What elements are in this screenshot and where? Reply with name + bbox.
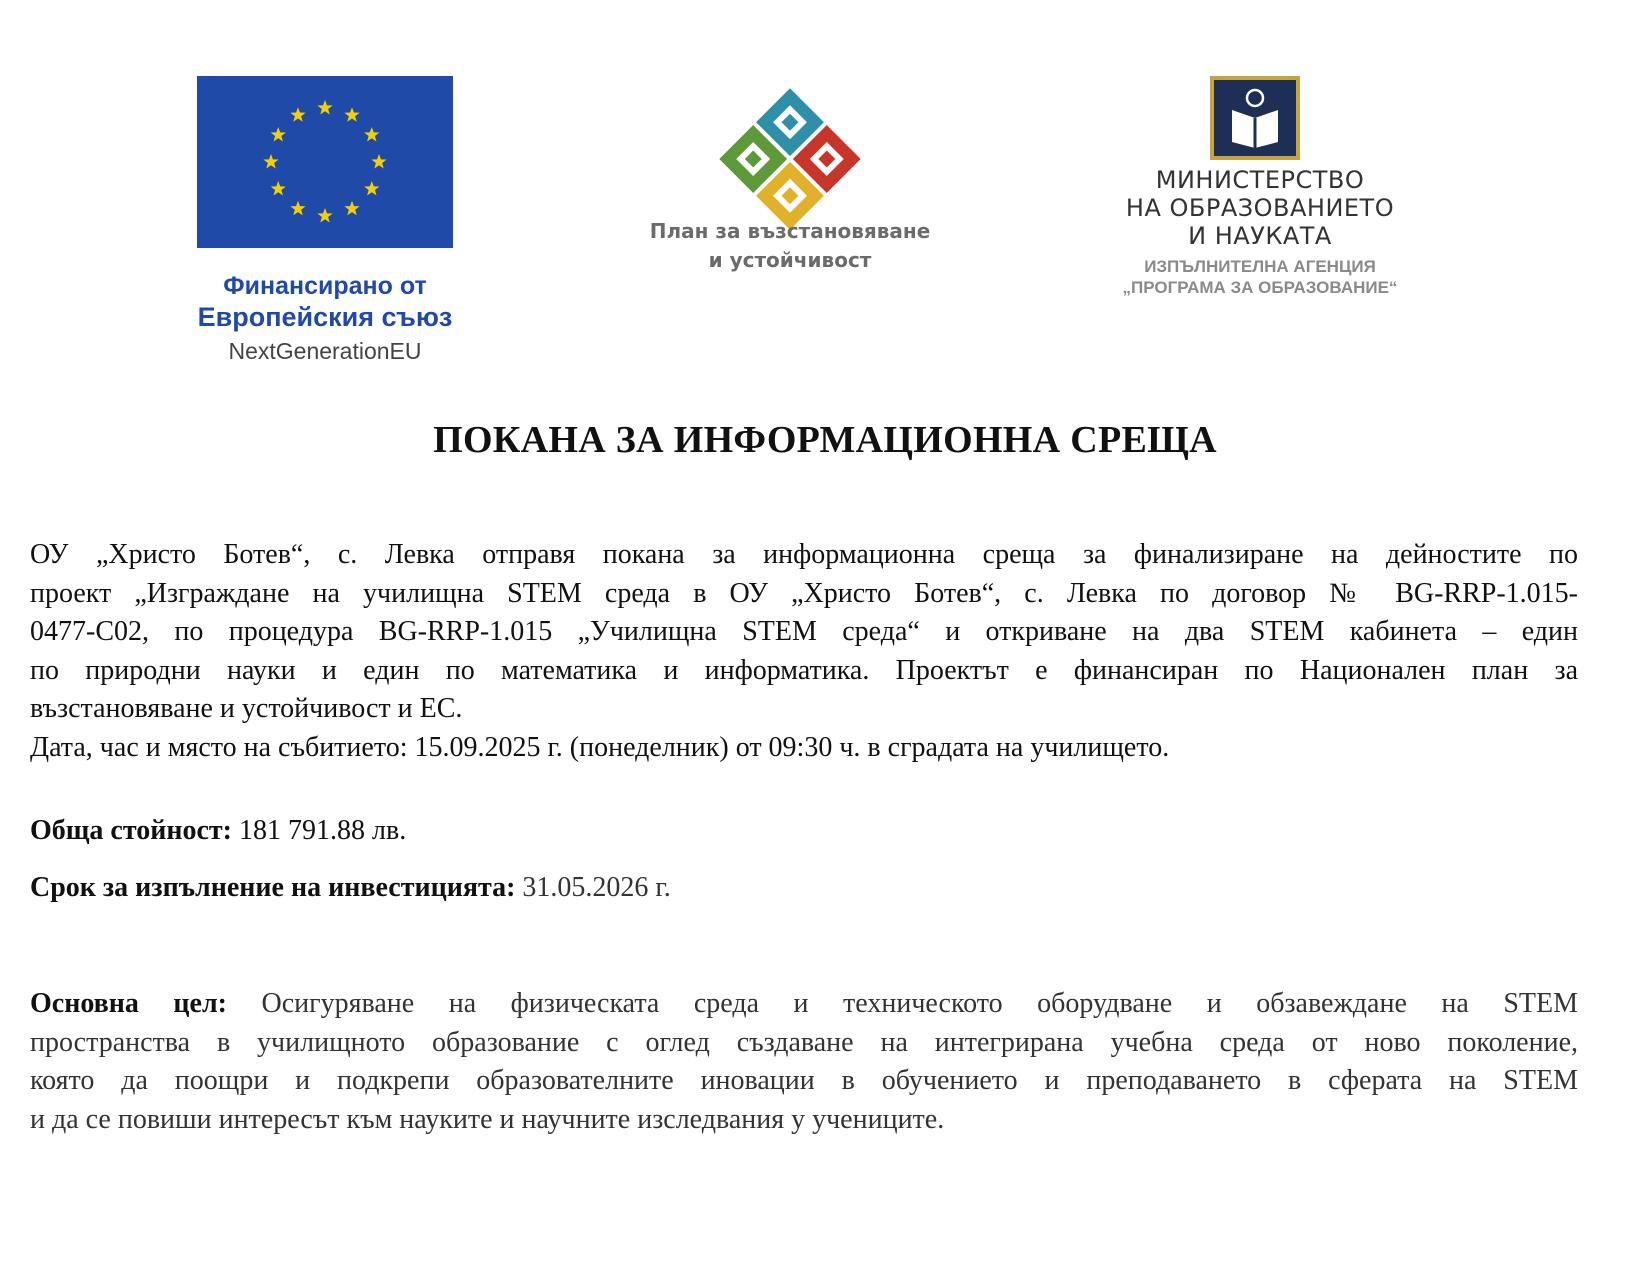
invitation-paragraph: [30, 536, 1578, 768]
invitation-line: по природни науки и един по математика и информатика. Проектът е финансиран по Национален план за: [30, 654, 1578, 686]
goal-line: и да се повиши интересът към науките и научните изследвания у учениците.: [30, 1103, 945, 1135]
agency-name-line2: „ПРОГРАМА ЗА ОБРАЗОВАНИЕ“: [1122, 278, 1398, 297]
goal-label: Основна цел:: [30, 988, 228, 1019]
deadline-line: [30, 869, 1578, 908]
invitation-line: 0477-C02, по процедура BG-RRP-1.015 „Училищна STEM среда“ и откриване на два STEM кабинета – един: [30, 616, 1578, 648]
recovery-plan-diamond-icon: [715, 84, 865, 234]
ministry-book-emblem-icon: [1210, 76, 1300, 160]
recovery-plan-logo: [625, 84, 955, 294]
invitation-line: ОУ „Христо Ботев“, с. Левка отправя покана за информационна среща за финализиране на дейностите по: [30, 539, 1578, 570]
recovery-plan-caption-line2: и устойчивост: [708, 248, 872, 272]
ministry-name-line3: И НАУКАТА: [1188, 222, 1332, 250]
goal-first-line: [30, 985, 1578, 1024]
goal-line: пространства в училищното образование с оглед създаване на интегрирана учебна среда от ново поколение,: [30, 1026, 1578, 1058]
total-value-label: Обща стойност:: [30, 815, 233, 846]
ministry-logo: [1095, 76, 1425, 306]
event-details: Дата, час и място на събитието: 15.09.2025 г. (понеделник) от 09:30 ч. в сградата на училището.: [30, 731, 1170, 763]
recovery-plan-caption-line1: План за възстановяване: [649, 219, 931, 243]
goal-line: която да поощри и подкрепи образователните иновации в обучението и преподаването в сферата на STEM: [30, 1065, 1578, 1097]
eu-flag-icon: [197, 76, 453, 248]
ministry-name-line1: МИНИСТЕРСТВО: [1155, 166, 1365, 194]
deadline-label: Срок за изпълнение на инвестицията:: [30, 872, 516, 903]
total-value-line: [30, 812, 1578, 851]
ministry-name-line2: НА ОБРАЗОВАНИЕТО: [1125, 194, 1395, 222]
invitation-line: възстановяване и устойчивост и ЕС.: [30, 693, 463, 725]
eu-funding-logo: [175, 76, 475, 366]
goal-text: Осигуряване на физическата среда и техническото оборудване и обзавеждане на STEM: [227, 988, 1578, 1019]
main-goal-paragraph: [30, 985, 1578, 1139]
invitation-line: проект „Изграждане на училищна STEM среда в ОУ „Христо Ботев“, с. Левка по договор № BG-RRP-1.015-: [30, 577, 1578, 609]
agency-name-line1: ИЗПЪЛНИТЕЛНА АГЕНЦИЯ: [1144, 257, 1376, 276]
deadline-value: 31.05.2026 г.: [515, 872, 671, 903]
eu-caption-line2: Европейския съюз: [197, 302, 453, 332]
eu-caption-line3: NextGenerationEU: [228, 338, 422, 364]
document-title: ПОКАНА ЗА ИНФОРМАЦИОННА СРЕЩА: [433, 419, 1217, 461]
total-value-amount: 181 791.88 лв.: [232, 815, 407, 846]
eu-caption-line1: Финансирано от: [223, 272, 427, 300]
